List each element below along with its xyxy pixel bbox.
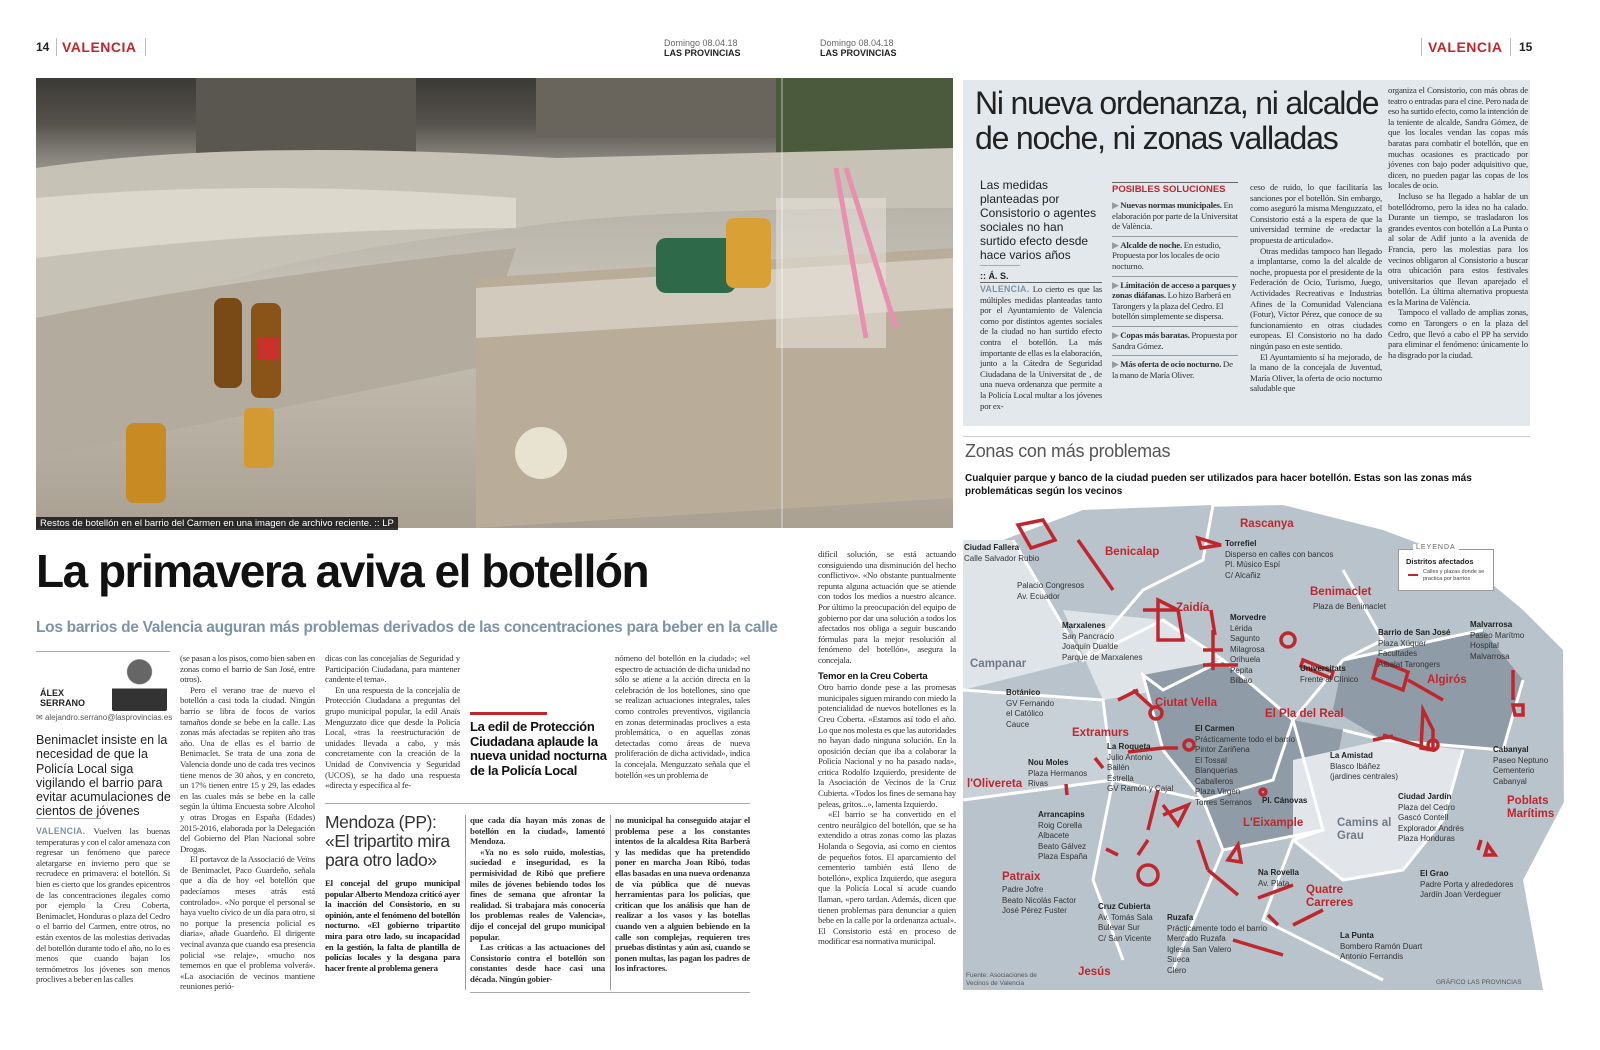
neighborhood-name: La Roqueta [1107,742,1151,751]
triangle-bullet-icon: ▶ [1112,200,1121,210]
author-first: ÁLEX [40,688,65,698]
neighborhood-name: Ciudad Jardín [1398,792,1452,801]
email-text: alejandro.serrano@lasprovincias.es [44,713,173,722]
author-name [40,688,85,708]
paragraph: organiza el Consistorio, con más obras de teatro o entradas para el cine. Pero nada de eso ha surtido efecto, como la intención de la teniente de alcalde, Sandra Gómez, de que los locales vendan las copas más baratas para combatir el botellón, que en muchas ocasiones es practicado por jóvenes con bajo poder adquisitivo que, dicen, no pueden pagar las copas de los locales de ocio. [1388,85,1528,191]
solution-text: En elaboración por parte de la Universitat de València. [1112,200,1238,232]
place-name: Paseo Marítmo [1470,630,1525,640]
district-label: Zaidía [1176,602,1210,614]
neighborhood-name: Cruz Cubierta [1098,902,1151,911]
map-title: Zonas con más problemas [965,441,1171,461]
place-name: Padre Jofre [1002,885,1044,894]
neighborhood-name: Universitats [1300,664,1346,673]
divider [36,651,170,652]
place-name: Joaquín Dualde [1062,642,1119,651]
hotspot-label [1340,931,1422,963]
place-name: Jardín Joan Verdeguer [1420,890,1501,899]
place-name: el Católico [1006,709,1044,718]
section-subhead: Temor en la Creu Coberta [818,670,928,682]
place-name: Clero [1167,965,1187,975]
hotspot-label [1258,868,1299,889]
solution-text: En estudio, Propuesta por los locales de ocio nocturno. [1112,239,1221,271]
hotspot-label [1098,902,1153,944]
place-name: Sagunto [1230,634,1260,643]
place-name: Milagrosa [1230,644,1265,654]
solution-title: Limitación de acceso a parques y zonas diáfanas. [1112,279,1237,301]
paragraph: nómeno del botellón en la ciudad»; «el espectro de actuación de dicha unidad no sólo se atiene a la acción directa en la celebración de los botellones, sino que se realizan actuaciones integrales, tales como controles preventivos, vigilancia en zonas determinadas proclives a esta problemática, o en aquellas zonas detectadas como áreas de nueva proliferación de dicha actividad», indica la concejala. Menguzzato señala que el botellón «es un problema de [615,653,750,780]
place-name: Plaza España [1038,852,1088,861]
sidebar-title: Mendoza (PP): «El tripartito mira para otro lado» [325,812,450,870]
place-name: Sueca [1167,955,1190,964]
hotspot-label [1002,885,1076,917]
article-column-3 [325,653,460,791]
article-column-6 [818,549,956,947]
map-legend [1398,544,1494,591]
place-name: Bulevar Sur [1098,923,1140,932]
box-column-1 [980,284,1102,411]
solution-item [1112,355,1238,384]
paragraph: dicas con las concejalías de Seguridad y Participación Ciudadana, para mantener candente el tema». [325,653,460,685]
district-label: El Pla del Real [1265,708,1344,720]
solution-text: De la mano de María Oliver. [1112,359,1233,380]
box-column-3 [1250,182,1382,394]
paper-name: LAS PROVINCIAS [664,48,741,58]
district-label: Camins al Grau [1337,817,1392,842]
divider [963,436,1530,437]
hotspot-label [1378,628,1450,670]
hotspot-label [1313,602,1386,613]
neighborhood-name: Cabanyal [1493,745,1529,754]
paragraph: El concejal del grupo municipal popular Alberto Mendoza criticó ayer la inacción del Consistorio, en su opinión, ante el fenómeno del botellón nocturno. «El gobierno tripartito mira para otro lado, su incapacidad en la gestión, la falta de plantilla de policías locales y la desgana para hacer frente al problema genera [325,878,460,973]
solution-item [1112,276,1238,326]
place-name: Facultades [1378,649,1418,658]
neighborhood-name: El Carmen [1195,724,1235,733]
legend-title: LEYENDA [1413,544,1459,551]
hotspot-label [1300,664,1358,685]
box-title: Ni nueva ordenanza, ni alcalde de noche, ni zonas valladas [975,85,1379,156]
sidebar-column-3 [615,815,750,974]
district-label: Patraix [1002,871,1041,883]
place-name: (jardines centrales) [1330,772,1399,781]
page-number-right: 15 [1519,40,1533,54]
place-name: Orihuela [1230,655,1261,664]
divider [610,815,611,990]
neighborhood-name: Ruzafa [1167,913,1194,922]
divider [1112,182,1238,183]
divider [56,38,57,56]
solution-title: Más oferta de ocio nocturno. [1120,359,1222,370]
date: Domingo 08.04.18 [820,38,894,48]
hotspot-label [1420,869,1513,901]
page-number-left: 14 [36,40,50,54]
place-name: Av. Plata [1258,878,1290,888]
district-label: Ciutat Vella [1155,697,1217,709]
deck: Benimaclet insiste en la necesidad de que la Policía Local siga vigilando el barrio para evitar acumulaciones de cientos de jóvenes [36,733,171,819]
place-name: Albalat Tarongers [1378,659,1441,669]
place-name: Parque de Marxalenes [1062,652,1143,662]
place-name: Padre Porta y alrededores [1420,879,1514,889]
neighborhood-name: Nou Moles [1028,758,1069,767]
hotspot-label [1006,688,1054,730]
place-name: Pintor Zariñena [1195,745,1250,754]
place-name: Cementerio [1493,766,1535,775]
sidebar-column-2 [470,815,605,985]
hotspot-label [1017,581,1084,602]
neighborhood-name: Barrio de San José [1378,628,1451,637]
place-name: Av. Ecuador [1017,591,1060,601]
neighborhood-name: Marxalenes [1062,621,1106,630]
district-label: Benicalap [1105,546,1160,558]
paragraph: «El barrio se ha convertido en el centro neurálgico del botellón, que se ha extendido a otras zonas como las plazas Holanda o Segovia, así como en cientos de pequeños fotos. El aparcamiento del cementerio también está lleno de botellón», explica Izquierdo, que asegura que la Policía Local sí acude cuando llaman, «pero tardan. Además, dicen que tienen problemas para denunciar a quien bebe en la calle por la ordenanza actual». El Consistorio está en proceso de modificar esa normativa municipal. [818,809,956,947]
map-source: Fuente: Asociaciones de Vecinos de Valencia [966,972,1037,987]
headline: La primavera aviva el botellón [36,545,649,597]
district-label: Algirós [1427,674,1467,686]
map-credit: GRÁFICO LAS PROVINCIAS [1436,979,1522,986]
place-name: GV Ramón y Cajal [1107,784,1174,793]
place-name: Plaza Hermanos [1028,768,1088,778]
neighborhood-name: Botánico [1006,688,1041,697]
place-name: Av. Tomás Sala [1098,912,1153,922]
place-name: El Tossal [1195,755,1227,765]
dateline-city: VALENCIA. [980,284,1030,294]
place-name: Plaza Xúquer [1378,638,1427,648]
place-name: Plaza de Benimaclet [1313,602,1386,611]
place-name: Roig Corella [1038,820,1083,830]
paragraph: no municipal ha conseguido atajar el problema pese a los constantes intentos de la alcaldesa Rita Barberá y las medidas que ha pretendido poner en marcha Joan Ribó, todas ellas basadas en una nueva ordenanza de vía pública que dé nuevas herramientas para los policías, que critican que los análisis que han de realizar a los vasos y las botellas cuando ven a alguien bebiendo en la calle son complejas, requieren tres pruebas distintas y aún así, cuando se ponen multas, las pagan los padres de los infractores. [615,815,750,974]
neighborhood-name: Arrancapins [1038,810,1085,819]
article-column-4 [615,653,750,780]
paragraph: Lo cierto es que las múltiples medidas planteadas tanto por el Ayuntamiento de Valencia como por distintos agentes sociales de la ciudad no han surtido efecto contra el botellón. La más importante de ellas es la elaboración, junto a la Cátedra de Seguridad Ciudadana de la Universitat de , de una nueva ordenanza que permite a la Policía Local multar a los jóvenes por ex- [980,284,1102,411]
triangle-bullet-icon: ▶ [1112,279,1121,290]
neighborhood-name: Malvarrosa [1470,620,1513,629]
place-name: Palacio Congresos [1017,581,1085,590]
neighborhood-name: Pl. Cánovas [1262,796,1308,805]
divider [980,265,1020,266]
place-name: GV Fernando [1006,698,1055,708]
hotspot-label [1107,742,1173,795]
place-name: Plaza Virgen [1195,787,1241,796]
main-photo [36,78,953,528]
place-name: Prácticamente todo el barrio [1195,734,1296,744]
subheadline: Los barrios de Valencia auguran más problemas derivados de las concentraciones para beber en la calle [36,619,778,636]
place-name: Plaza del Cedro [1398,802,1455,812]
paragraph: Las críticas a las actuaciones del Consistorio contra el botellón son constantes desde hace casi una década. Ningún gobier- [470,942,605,984]
date: Domingo 08.04.18 [664,38,738,48]
place-name: José Pérez Fuster [1002,906,1067,915]
legend-swatch [1408,574,1418,576]
botellon-photo-illustration [36,78,953,528]
place-name: Frente al Clínico [1300,674,1359,684]
divider [465,815,466,990]
place-name: Mercado Ruzafa [1167,934,1226,943]
paragraph: Tampoco el vallado de amplias zonas, como en Tarongers o en la plaza del Cedro, que llevó a cabo el PP ha servido para eliminar el fenómeno: únicamente lo ha disgrado por la ciudad. [1388,307,1528,360]
paragraph: difícil solución, se está actuando consiguiendo una disminución del hecho conflictivo». «No obstante puntualmente repunta alguna actuación que se atiende con todos los medios a nuestro alcance. Por último la preocupación del equipo de gobierno por dar una solución a todos los afectados nos obliga a seguir buscando fórmulas para la mejor resolución al fenómeno del botellón», asegura la concejala. [818,549,956,665]
box-byline: :: Á. S. [980,271,1009,281]
dateline-right [820,38,897,58]
place-name: Gascó Contell [1398,813,1449,822]
district-label: Poblats Marítims [1507,795,1555,820]
solution-text: Propuesta por Sandra Gómez. [1112,329,1238,351]
hotspot-label [964,543,1039,564]
district-label: Campanar [970,658,1027,670]
neighborhood-name: La Amistad [1330,751,1373,760]
pull-quote: La edil de Protección Ciudadana aplaude la nueva unidad nocturna de la Policía Local [470,719,607,778]
paragraph: Otras medidas tampoco han llegado a implantarse, como la del alcalde de noche, propuesta por el presidente de la Federación de Ocio, Turismo, Juego, Actividades Recreativas e Industrias Afines de la Comunidad Valenciana (Fotur), Víctor Pérez, que conoce de su funcionamiento en otras ciudades europeas. El Consistorio no ha dado ningún paso en este sentido. [1250,245,1382,351]
place-name: Paseo Neptuno [1493,755,1549,765]
author-avatar [112,655,167,711]
place-name: Malvarrosa [1470,651,1510,661]
paragraph: El portavoz de la Associació de Veïns de Benimaclet, Paco Guardeño, señala que a día de hoy «el botellón que padecíamos meses atrás está controlado». «No porque el personal se haya vuelto cívico de un día para otro, si no porque la presencia policial es diaria», añade Guardeño. El dirigente vecinal avanza que cuando esa presencia policial «se relaje», «mucho nos tememos en que el problema volverá». «La asociación de vecinos mantiene reuniones perió- [180,854,315,992]
paragraph: Incluso se ha llegado a hablar de un botellódromo, pero la idea no ha calado. Durante un tiempo, se trasladaron los grandes eventos con botellón a La Punta o al solar de Adif junto a la avenida de Francia, pero las molestias para los vecinos obligaron al Consistorio a buscar otra ubicación para estos festivales universitarios que llevan aparejado el botellón. La última alternativa propuesta es la Marina de València. [1388,190,1528,307]
hotspot-label [1038,810,1087,863]
place-name: San Pancracio [1062,631,1115,641]
hotspot-label [1062,621,1143,663]
article-text: Vuelven las buenas temperaturas y con el calor amenaza con regresar un fenómeno que parece aletargarse en invierno pero que se recrudece en primavera: el botellón. Si bien es cierto que los grandes epicentros de las concentraciones ilegales como por ejemplo la Creu Coberta, Benimaclet, Honduras o plaza del Cedro o el barrio del Carmen, entre otros, no están exentos de las molestias derivadas del botellón durante todo el año, no lo es menos que cuando bajan los termómetros los jóvenes son menos proclives a beber en las calles [36,826,170,985]
place-name: Bombero Ramón Duart [1340,941,1423,951]
place-name: Lérida [1230,623,1253,633]
place-name: Cauce [1006,719,1030,729]
divider [145,38,146,56]
district-label: l'Olivereta [967,778,1023,790]
solution-item [1112,197,1238,236]
place-name: Pepita [1230,665,1253,675]
divider [36,818,101,819]
section-label-right: VALENCIA [1428,39,1503,55]
neighborhood-name: La Punta [1340,931,1374,940]
hotspot-label [1262,796,1307,807]
place-name: Albacete [1038,831,1070,840]
place-name: Explorador Andrés [1398,823,1464,833]
paragraph: El Ayuntamiento sí ha mejorado, de la mano de la concejala de Juventud, María Oliver, la oferta de ocio nocturno saludable que [1250,351,1382,394]
solution-title: Alcalde de noche. [1120,239,1182,250]
neighborhood-name: El Grao [1420,869,1449,878]
neighborhood-name: Na Rovella [1258,868,1299,877]
hotspot-label [1330,751,1398,783]
place-name: Blasco Ibáñez [1330,761,1381,771]
place-name: Iglesia San Valero [1167,944,1232,954]
place-name: Calle Salvador Rubio [964,553,1040,563]
legend-item: Calles y plazas donde se practica por barrios [1423,569,1485,582]
neighborhood-name: Torrefiel [1225,539,1257,548]
hotspot-label [1225,539,1334,581]
place-name: Antonio Ferrandis [1340,952,1404,961]
hotspot-label [1230,613,1266,687]
place-name: Estrella [1107,773,1134,783]
hotspot-label [1028,758,1087,790]
paragraph: (se pasan a los pisos, como bien saben en zonas como el barrio de San José, entre otros). [180,653,315,685]
solution-item [1112,326,1238,355]
divider [1421,38,1422,56]
solution-title: Copas más baratas. [1120,329,1190,340]
article-column-1 [36,826,170,985]
place-name: Bilbao [1230,676,1253,685]
article-column-2 [180,653,315,992]
district-label: L'Eixample [1243,817,1304,829]
box-deck: Las medidas planteadas por Consistorio o agentes sociales no han surtido efecto desde hace varios años [980,178,1097,262]
paragraph: En una respuesta de la concejalía de Protección Ciudadana a preguntas del grupo municipal popular, la edil Anaïs Menguzzato dice que desde la Policía Local, «tras la reestructuración de unidades llevada a cabo, y más concretamente con la creación de la Unidad de Convivencia y Seguridad (UCOS), se ha dado una respuesta «directa y específica al fe- [325,684,460,791]
triangle-bullet-icon: ▶ [1112,239,1121,250]
paragraph: que cada día hayan más zonas de botellón en la ciudad», lamentó Mendoza. [470,815,605,847]
dateline-city: VALENCIA. [36,826,86,836]
photo-caption: Restos de botellón en el barrio del Carmen en una imagen de archivo reciente. :: LP [36,517,398,530]
mail-icon: ✉ [36,713,45,722]
place-name: Cabanyal [1493,776,1527,786]
sidebar-lead [325,878,460,973]
solution-title: Nuevas normas municipales. [1120,200,1222,210]
section-label-left: VALENCIA [62,39,137,55]
district-label: Rascanya [1240,518,1294,530]
box-column-4 [1388,85,1528,360]
neighborhood-name: Ciudad Fallera [964,543,1020,552]
district-label: Jesús [1078,966,1111,978]
hotspot-label [1493,745,1548,787]
dateline-left [664,38,741,58]
triangle-bullet-icon: ▶ [1112,329,1121,340]
place-name: Hospital [1470,641,1499,650]
place-name: Pl. Músico Espí [1225,560,1281,569]
place-name: C/ San Vicente [1098,933,1152,943]
author-last: SERRANO [40,698,86,708]
solution-text: Lo hizo Barberá en Tarongers y la plaza del Cedro. El botellón simplemente se dispersa. [1112,290,1231,322]
author-email[interactable] [36,713,172,722]
place-name: C/ Alcañiz [1225,570,1261,580]
divider [325,803,750,804]
paragraph: Pero el verano trae de nuevo el botellón a casi toda la ciudad. Ningún barrio se libra de focos de varios tamaños donde se bebe en la calle. Las zonas más afectadas se repiten año tras año. Una de ellas es el barrio de Benimaclet. Se trata de una zona de Valencia donde uno de cada tres vecinos tiene menos de 30 años, y en concreto, un 17% tienen entre 15 y 29, las edades en las cuales más se bebe en la calle según la última Encuesta sobre Alcohol y otras Drogas en España (Edades) 2015-2016, elaborada por la Delegación del Gobierno del Plan Nacional sobre Drogas. [180,684,315,854]
paragraph: Otro barrio donde pese a las promesas municipales siguen mirando con miedo la potencialidad de nuevos botellones es la Creu Coberta. «Estamos así todo el año. Lo que nos molesta es que las autoridades no hayan dado ninguna solución. En la oposición decían que iba a colaborar la Policía Nacional y no ha pasado nada», critica Rodolfo Izquierdo, presidente de la Asociación de Vecinos de la Cruz Cubierta. «Todos los fines de semana hay peleas, gritos...», lamenta Izquierdo. [818,682,956,809]
place-name: Plaza Honduras [1398,834,1455,843]
legend-heading: Distritos afectados [1406,557,1474,566]
paragraph: ceso de ruido, lo que facilitaría las sanciones por el botellón. Sin embargo, como aseguró la misma Menguzzato, el Consistorio está a la espera de que la universidad termine de «redactar la propuesta de articulado». [1250,182,1382,245]
place-name: Caballeros [1195,776,1234,786]
paper-name: LAS PROVINCIAS [820,48,897,58]
place-name: Prácticamente todo el barrio [1167,923,1268,933]
place-name: Blanquerías [1195,766,1238,775]
divider [980,282,1102,283]
solutions-list [1112,197,1238,384]
place-name: Julio Antonio [1107,752,1153,762]
district-label: Benimaclet [1310,586,1372,598]
district-label: Quatre Carreres [1306,884,1354,909]
solution-item [1112,236,1238,276]
solutions-title: POSIBLES SOLUCIONES [1112,184,1226,195]
place-name: Bailén [1107,763,1130,772]
neighborhood-name: Morvedre [1230,613,1267,622]
map-subtitle: Cualquier parque y banco de la ciudad pueden ser utilizados para hacer botellón. Estas son las zonas más problemáticas según los vecinos [965,473,1472,497]
hotspot-label [1167,913,1267,976]
paragraph: «Ya no es solo ruido, molestias, suciedad e inseguridad, es la permisividad de Ribó que prefiere miles de jóvenes bebiendo todos los fines de semana que afrontar la realidad. Si trabajara más conocería los problemas reales de Valencia», dijo el concejal del grupo municipal popular. [470,846,605,942]
place-name: Beato Nicolás Factor [1002,895,1077,905]
place-name: Torres Serranos [1195,797,1252,807]
hotspot-label [1470,620,1524,662]
district-label: Extramurs [1072,727,1129,739]
divider [1510,38,1511,56]
pullquote-rule [470,712,547,715]
place-name: Rivas [1028,779,1049,788]
hotspot-label [1398,792,1464,845]
triangle-bullet-icon: ▶ [1112,359,1121,370]
place-name: Beato Gálvez [1038,841,1087,851]
divider [470,992,750,993]
place-name: Disperso en calles con bancos [1225,549,1334,559]
